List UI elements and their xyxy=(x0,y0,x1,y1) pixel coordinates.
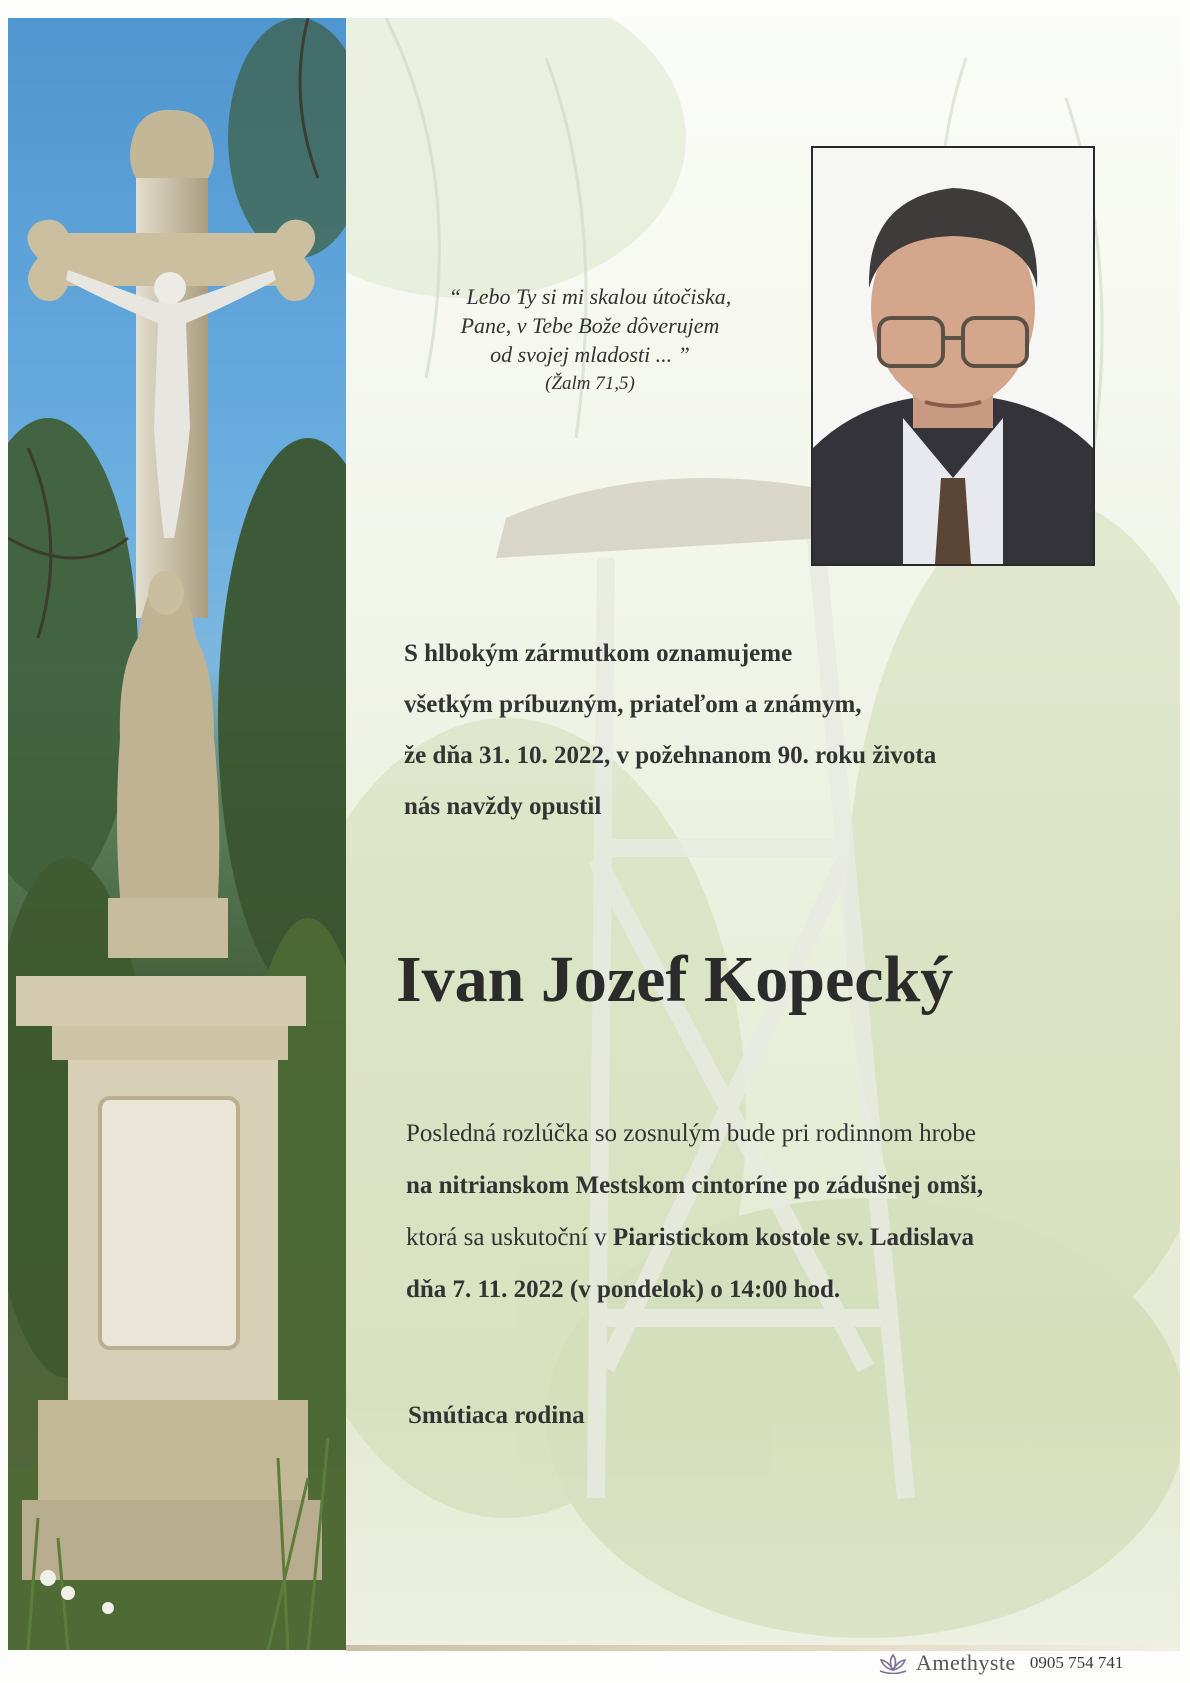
portrait-photo xyxy=(811,146,1095,566)
quote-line-1: “ Lebo Ty si mi skalou útočiska, xyxy=(448,284,732,309)
lotus-icon xyxy=(878,1652,908,1674)
funeral-line-2: na nitrianskom Mestskom cintoríne po zádušnej omši, xyxy=(406,1172,984,1199)
deceased-name: Ivan Jozef Kopecký xyxy=(396,943,954,1016)
announcement-line-4: nás navždy opustil xyxy=(404,793,602,820)
crucifix-photo xyxy=(8,18,346,1650)
footer-phone: 0905 754 741 xyxy=(1029,1653,1124,1672)
announcement-line-2: všetkým príbuzným, priateľom a známym, xyxy=(404,691,862,718)
funeral-line-4: dňa 7. 11. 2022 (v pondelok) o 14:00 hod. xyxy=(406,1276,841,1303)
footer-brand: Amethyste xyxy=(916,1650,1016,1675)
funeral-line-1: Posledná rozlúčka so zosnulým bude pri rodinnom hrobe xyxy=(406,1120,977,1147)
psalm-quote xyxy=(380,282,800,398)
family-signature: Smútiaca rodina xyxy=(408,1402,585,1429)
quote-reference: (Žalm 71,5) xyxy=(545,373,635,394)
announcement-text xyxy=(404,628,1124,832)
quote-line-3: od svojej mladosti ... ” xyxy=(490,342,690,367)
funeral-church: Piaristickom kostole sv. Ladislava xyxy=(612,1224,975,1251)
funeral-details xyxy=(406,1108,1166,1316)
funeral-line-3 xyxy=(406,1212,1166,1264)
footer xyxy=(878,1649,1123,1677)
announcement-line-3: že dňa 31. 10. 2022, v požehnanom 90. roku života xyxy=(404,742,937,769)
funeral-line-3-plain: ktorá sa uskutoční v xyxy=(406,1224,613,1251)
announcement-line-1: S hlbokým zármutkom oznamujeme xyxy=(404,640,793,667)
quote-line-2: Pane, v Tebe Bože dôverujem xyxy=(460,313,720,338)
